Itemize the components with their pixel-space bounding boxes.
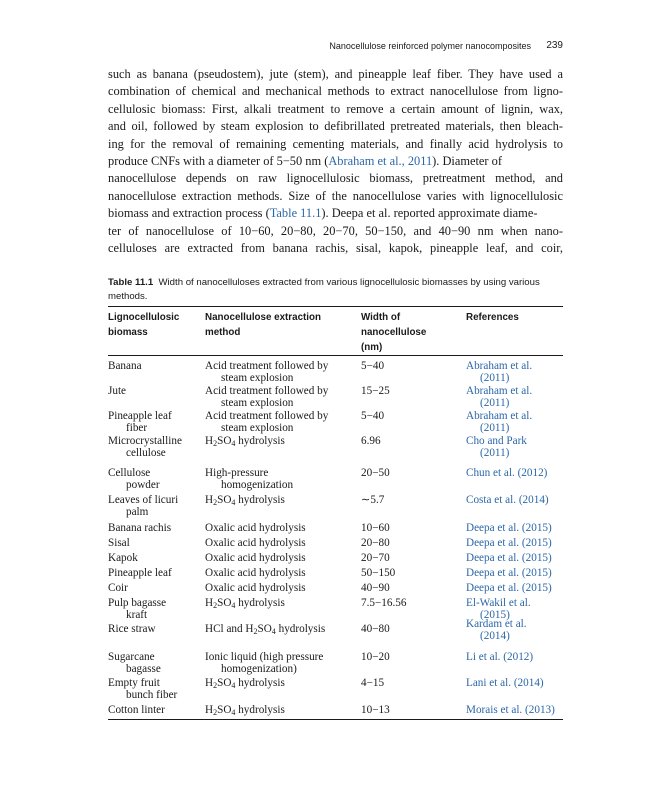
caption-text: Width of nanocelluloses extracted from various lignocellulosic biomasses by using various methods. [108,277,540,302]
cell-width: 4−15 [361,677,385,689]
cell-width: 40−90 [361,582,390,594]
cell-method: Oxalic acid hydrolysis [205,522,306,534]
body-paragraph [108,66,563,257]
cell-method: High-pressure homogenization [205,467,294,491]
cell-reference[interactable]: Chun et al. (2012) [466,467,548,479]
cell-method: Acid treatment followed by steam explosion [205,385,329,409]
cell-reference[interactable]: Abraham et al. (2011) [466,385,533,409]
cell-reference[interactable]: Cho and Park (2011) [466,435,527,459]
cell-method: $H_2SO_4$ hydrolysis [205,435,285,448]
header-method: Nanocellulose extraction method [205,312,321,338]
cell-reference[interactable]: Deepa et al. (2015) [466,522,552,534]
cell-width: ∼5.7 [361,494,385,506]
cell-reference[interactable]: Abraham et al. (2011) [466,410,533,434]
cell-reference[interactable]: Deepa et al. (2015) [466,552,552,564]
cell-reference[interactable]: Costa et al. (2014) [466,494,549,506]
cell-biomass: Banana rachis [108,522,172,534]
cell-width: 10−60 [361,522,390,534]
cell-method: HCl and $H_2SO_4$ hydrolysis [205,623,326,636]
cell-biomass: Jute [108,385,127,397]
paragraph-line: such as banana (pseudostem), jute (stem), and pineapple leaf fiber. They have used a [108,67,563,81]
cell-biomass: Rice straw [108,623,156,635]
cell-biomass: Cellulose powder [108,467,160,491]
cell-width: 10−13 [361,704,390,716]
cell-reference[interactable]: Morais et al. (2013) [466,704,555,716]
cell-reference[interactable]: Deepa et al. (2015) [466,567,552,579]
cell-biomass: Pineapple leaf fiber [108,410,172,434]
cell-reference[interactable]: Abraham et al. (2011) [466,360,533,384]
paragraph-line: cellulosic biomass: First, alkali treatment to remove a certain amount of lignin, wax, [108,101,563,116]
table-top-rule [108,306,563,307]
paragraph-line: biomass and extraction process (Table 11.1). Deepa et al. reported approximate diame- [108,206,538,221]
citation-link[interactable]: Abraham et al., 2011 [328,153,433,168]
header-width: Width of nanocellulose (nm) [361,312,427,353]
cell-method: Oxalic acid hydrolysis [205,537,306,549]
cell-method: $H_2SO_4$ hydrolysis [205,704,285,717]
paragraph-line: produce CNFs with a diameter of 5−50 nm (Abraham et al., 2011). Diameter of [108,153,502,168]
cell-method: $H_2SO_4$ hydrolysis [205,677,285,690]
table-caption [108,276,563,303]
cell-biomass: Cotton linter [108,704,165,716]
cell-width: 20−70 [361,552,390,564]
cell-reference[interactable]: Li et al. (2012) [466,651,534,663]
cell-width: 7.5−16.56 [361,597,407,609]
table-ref-link[interactable]: Table 11.1 [269,206,322,221]
caption-label: Table 11.1 [108,277,154,288]
cell-width: 50−150 [361,567,396,579]
cell-method: Oxalic acid hydrolysis [205,582,306,594]
paragraph-line: nanocellulose depends on raw lignocellulosic biomass, pretreatment method, and [108,171,563,186]
cell-method: Oxalic acid hydrolysis [205,552,306,564]
paragraph-line: celluloses are extracted from banana rachis, sisal, kapok, pineapple leaf, and coir, [108,240,563,255]
cell-biomass: Kapok [108,552,138,564]
cell-biomass: Empty fruit bunch fiber [108,677,178,701]
cell-width: 15−25 [361,385,390,397]
cell-method: Oxalic acid hydrolysis [205,567,306,579]
paragraph-line: ing for the removal of remaining cementing materials, and finally acid hydrolysis to [108,136,563,151]
cell-biomass: Coir [108,582,128,594]
cell-reference[interactable]: Deepa et al. (2015) [466,582,552,594]
paragraph-line: combination of chemical and mechanical methods to extract nanocellulose from ligno- [108,84,563,99]
cell-biomass: Microcrystalline cellulose [108,435,182,459]
cell-method: Ionic liquid (high pressure homogenization) [205,651,324,675]
table-header [108,310,563,360]
paragraph-line: nanocellulose extraction methods. Size of the nanocellulose varies with lignocellulosic [108,188,563,203]
paragraph-line: and oil, followed by steam explosion to defibrillated pretreated materials, then bleach- [108,119,563,134]
cell-method: Acid treatment followed by steam explosion [205,410,329,434]
cell-biomass: Pulp bagasse kraft [108,597,167,621]
cell-width: 40−80 [361,623,390,635]
page-number: 239 [546,40,563,51]
cell-method: $H_2SO_4$ hydrolysis [205,494,285,507]
cell-width: 6.96 [361,435,381,447]
cell-reference[interactable]: Kardam et al. (2014) [466,618,527,642]
cell-reference[interactable]: Lani et al. (2014) [466,677,544,689]
paragraph-line: ter of nanocellulose of 10−60, 20−80, 20−70, 50−150, and 40−90 nm when nano- [108,223,563,238]
cell-width: 20−50 [361,467,390,479]
cell-biomass: Sugarcane bagasse [108,651,161,675]
header-references: References [466,312,519,323]
cell-width: 5−40 [361,410,385,422]
cell-biomass: Sisal [108,537,130,549]
cell-width: 5−40 [361,360,385,372]
cell-biomass: Banana [108,360,142,372]
cell-biomass: Pineapple leaf [108,567,172,579]
running-header [108,39,563,55]
header-biomass: Lignocellulosic biomass [108,312,180,338]
cell-reference[interactable]: Deepa et al. (2015) [466,537,552,549]
cell-biomass: Leaves of licuri palm [108,494,179,518]
cell-method: Acid treatment followed by steam explosion [205,360,329,384]
cell-width: 20−80 [361,537,390,549]
running-title: Nanocellulose reinforced polymer nanocomposites [329,41,531,51]
table-bottom-rule [108,719,563,720]
cell-method: $H_2SO_4$ hydrolysis [205,597,285,610]
cell-reference[interactable]: El-Wakil et al. (2015) [466,597,531,621]
cell-width: 10−20 [361,651,390,663]
